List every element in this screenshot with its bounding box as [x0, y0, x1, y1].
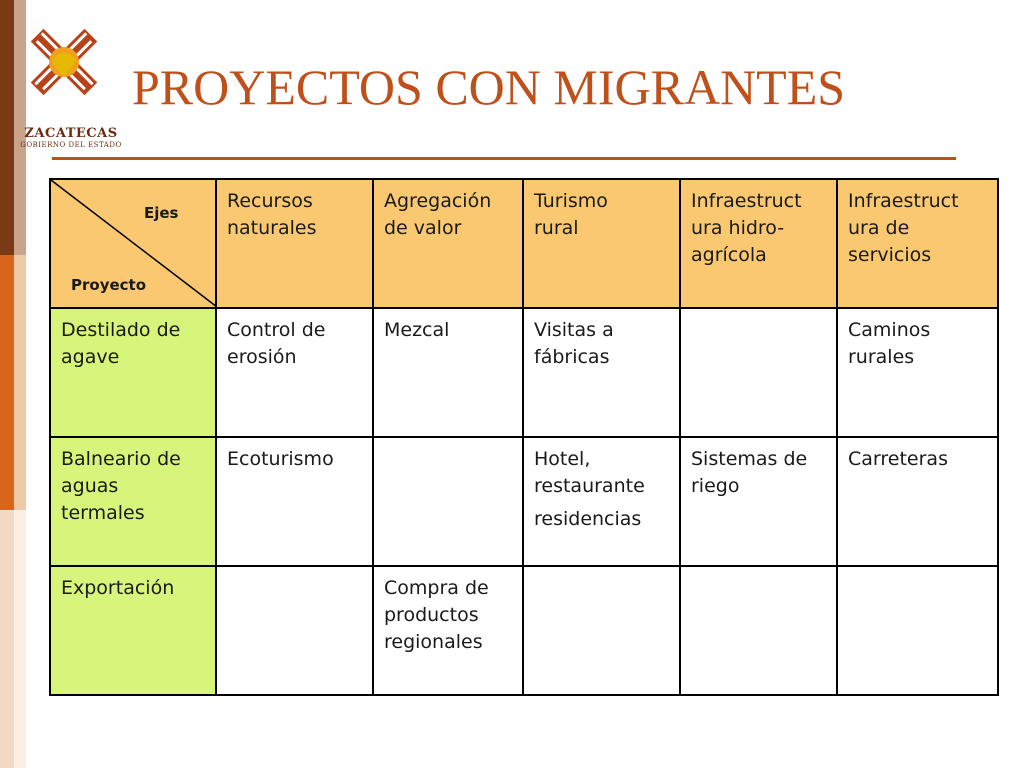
project-cell: Destilado de agave: [50, 308, 216, 437]
cell-text: Hotel, restaurante: [534, 448, 645, 497]
table-cell: [837, 566, 998, 695]
project-cell: Exportación: [50, 566, 216, 695]
project-cell: Balneario de aguas termales: [50, 437, 216, 566]
table-header-row: [50, 179, 998, 308]
table-cell: [680, 308, 837, 437]
decor-bar-pale: [0, 510, 14, 768]
corner-label-ejes: Ejes: [144, 204, 179, 222]
decor-bar-orange-light: [14, 255, 26, 510]
logo-emblem-icon: [12, 10, 116, 120]
table-cell: Visitas a fábricas: [523, 308, 680, 437]
header-cell-agregacion-valor: Agregación de valor: [373, 179, 523, 308]
table-cell: Caminos rurales: [837, 308, 998, 437]
table-cell: Compra de productos regionales: [373, 566, 523, 695]
zacatecas-logo: [12, 10, 122, 150]
logo-subtitle: GOBIERNO DEL ESTADO: [20, 141, 122, 149]
header-cell-turismo-rural: Turismo rural: [523, 179, 680, 308]
table-cell: Sistemas de riego: [680, 437, 837, 566]
table-cell: [523, 437, 680, 566]
table-cell: Mezcal: [373, 308, 523, 437]
title-underline: [52, 157, 956, 160]
table-row: [50, 437, 998, 566]
table-cell: [373, 437, 523, 566]
logo-text: [18, 126, 124, 149]
cell-extra-line: residencias: [534, 508, 642, 530]
header-cell-infraestructura-hidroagricola: Infraestruct ura hidro- agrícola: [680, 179, 837, 308]
decor-bar-pale-light: [14, 510, 26, 768]
corner-label-proyecto: Proyecto: [71, 276, 147, 294]
logo-name: ZACATECAS: [24, 126, 118, 141]
table-row: [50, 308, 998, 437]
decor-bar-orange: [0, 255, 14, 510]
table-cell: [523, 566, 680, 695]
table-cell: [216, 566, 373, 695]
table-row: [50, 566, 998, 695]
page-title: PROYECTOS CON MIGRANTES: [132, 59, 846, 115]
table-cell: Carreteras: [837, 437, 998, 566]
table-cell: Ecoturismo: [216, 437, 373, 566]
header-cell-infraestructura-servicios: Infraestruct ura de servicios: [837, 179, 998, 308]
table-cell: [680, 566, 837, 695]
projects-table: [49, 178, 999, 696]
header-cell-recursos-naturales: Recursos naturales: [216, 179, 373, 308]
corner-cell: [50, 179, 216, 308]
table-cell: Control de erosión: [216, 308, 373, 437]
